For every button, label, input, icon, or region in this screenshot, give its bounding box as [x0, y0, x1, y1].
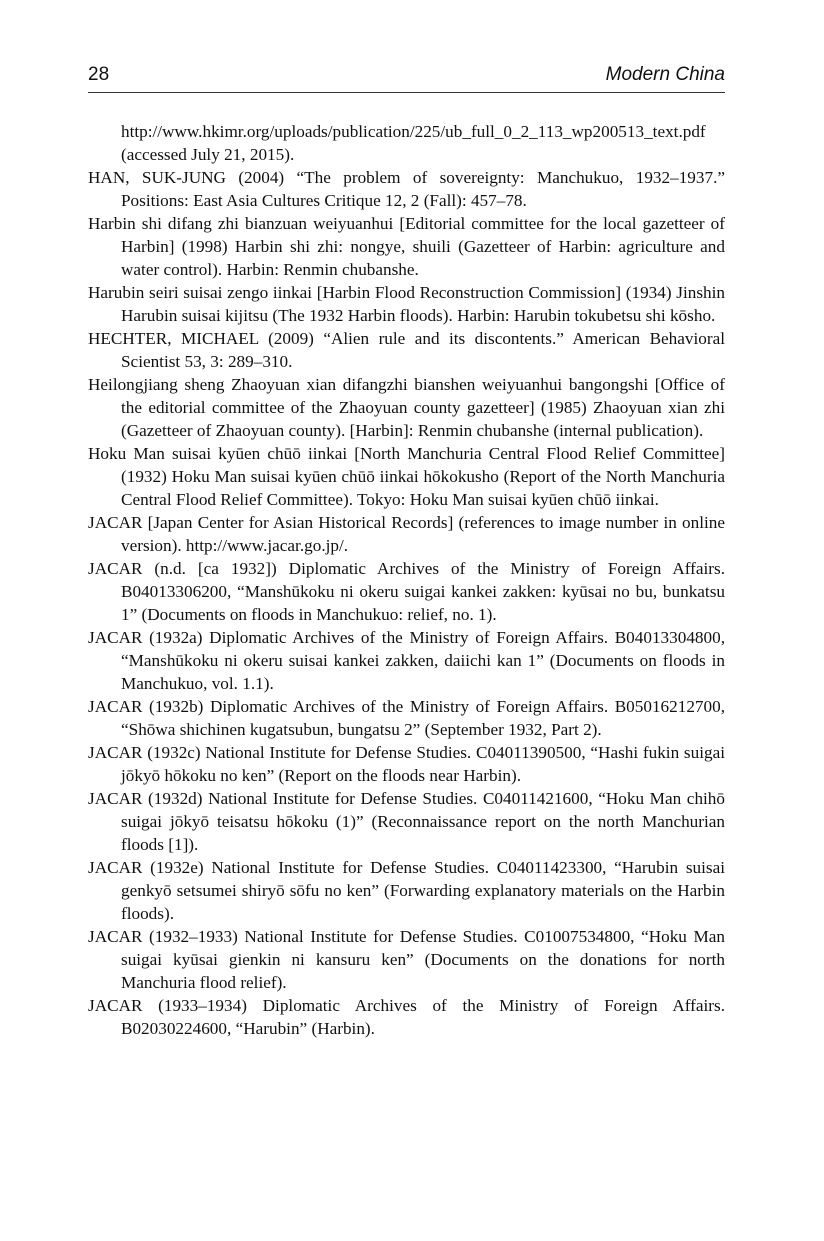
reference-entry: JACAR (1932c) National Institute for Defense Studies. C04011390500, “Hashi fukin suigai jōkyō hōkoku no ken” (Report on the floods near Harbin).	[88, 743, 725, 785]
reference-entry: Hoku Man suisai kyūen chūō iinkai [North Manchuria Central Flood Relief Committee] (1932) Hoku Man suisai kyūen chūō iinkai hōkokusho (Report of the North Manchuria Central Flood Relief Committee). Tokyo: Hoku Man suisai kyūen chūō iinkai.	[88, 444, 725, 509]
reference-entry: JACAR (n.d. [ca 1932]) Diplomatic Archives of the Ministry of Foreign Affairs. B04013306200, “Manshūkoku ni okeru suigai kankei zakken: kyūsai no bu, bunkatsu 1” (Documents on floods in Manchukuo: relief, no. 1).	[88, 559, 725, 624]
journal-title: Modern China	[605, 64, 725, 85]
reference-entry: JACAR (1932b) Diplomatic Archives of the Ministry of Foreign Affairs. B05016212700, “Shōwa shichinen kugatsubun, bungatsu 2” (September 1932, Part 2).	[88, 697, 725, 739]
reference-entry: JACAR [Japan Center for Asian Historical Records] (references to image number in online version). http://www.jacar.go.jp/.	[88, 513, 725, 555]
reference-entry: JACAR (1932a) Diplomatic Archives of the Ministry of Foreign Affairs. B04013304800, “Manshūkoku ni okeru suisai kankei zakken, daiichi kan 1” (Documents on floods in Manchukuo, vol. 1.1).	[88, 628, 725, 693]
page-number: 28	[88, 64, 110, 85]
reference-entry: Harubin seiri suisai zengo iinkai [Harbin Flood Reconstruction Commission] (1934) Jinshin Harubin suisai kijitsu (The 1932 Harbin floods). Harbin: Harubin tokubetsu shi kōsho.	[88, 283, 725, 325]
reference-entry: Harbin shi difang zhi bianzuan weiyuanhui [Editorial committee for the local gazetteer of Harbin] (1998) Harbin shi zhi: nongye, shuili (Gazetteer of Harbin: agriculture and water control). Harbin: Renmin chubanshe.	[88, 214, 725, 279]
reference-list	[88, 120, 725, 1040]
reference-entry: HAN, SUK-JUNG (2004) “The problem of sovereignty: Manchukuo, 1932–1937.” Positions: East Asia Cultures Critique 12, 2 (Fall): 457–78.	[88, 168, 725, 210]
reference-entry: JACAR (1932d) National Institute for Defense Studies. C04011421600, “Hoku Man chihō suigai jōkyō teisatsu hōkoku (1)” (Reconnaissance report on the north Manchurian floods [1]).	[88, 789, 725, 854]
reference-entry: HECHTER, MICHAEL (2009) “Alien rule and its discontents.” American Behavioral Scientist 53, 3: 289–310.	[88, 329, 725, 371]
reference-entry: JACAR (1932e) National Institute for Defense Studies. C04011423300, “Harubin suisai genkyō setsumei shiryō sōfu no ken” (Forwarding explanatory materials on the Harbin floods).	[88, 858, 725, 923]
reference-entry: JACAR (1933–1934) Diplomatic Archives of the Ministry of Foreign Affairs. B02030224600, “Harubin” (Harbin).	[88, 996, 725, 1038]
reference-entry: Heilongjiang sheng Zhaoyuan xian difangzhi bianshen weiyuanhui bangongshi [Office of the editorial committee of the Zhaoyuan county gazetteer] (1985) Zhaoyuan xian zhi (Gazetteer of Zhaoyuan county). [Harbin]: Renmin chubanshe (internal publication).	[88, 375, 725, 440]
reference-entry: JACAR (1932–1933) National Institute for Defense Studies. C01007534800, “Hoku Man suigai kyūsai gienkin ni kansuru ken” (Documents on the donations for north Manchuria flood relief).	[88, 927, 725, 992]
reference-entry-continued: http://www.hkimr.org/uploads/publication/225/ub_full_0_2_113_wp200513_​text.pdf (accessed July 21, 2015).	[121, 122, 706, 164]
running-head	[88, 62, 725, 93]
